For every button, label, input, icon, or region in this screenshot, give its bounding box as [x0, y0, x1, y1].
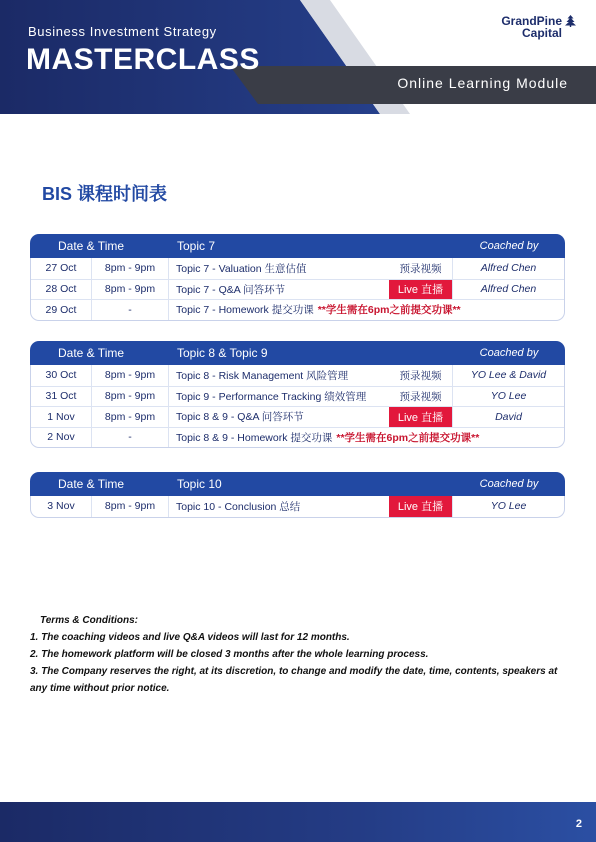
- col-header-date-time: Date & Time: [58, 346, 125, 360]
- table-row: [31, 386, 564, 407]
- row-coach: Alfred Chen: [480, 262, 537, 275]
- row-time: 8pm - 9pm: [92, 387, 169, 407]
- col-header-coached-by: Coached by: [479, 347, 539, 359]
- terms-title: Terms & Conditions:: [40, 615, 138, 626]
- row-coach: YO Lee: [490, 390, 527, 403]
- header-subtitle: Business Investment Strategy: [28, 24, 217, 39]
- row-date: 2 Nov: [31, 428, 92, 448]
- row-time: 8pm - 9pm: [92, 496, 169, 517]
- homework-deadline-note: **学生需在6pm之前提交功课**: [336, 431, 480, 444]
- logo-line1: GrandPine: [501, 14, 562, 28]
- row-date: 27 Oct: [31, 258, 92, 279]
- table-body: [30, 258, 565, 321]
- col-header-date-time: Date & Time: [58, 239, 125, 253]
- company-logo: [501, 14, 576, 40]
- row-format: 预录视频: [389, 365, 453, 386]
- terms-and-conditions: [30, 612, 560, 697]
- row-topic-text: Topic 7 - Homework 提交功课: [176, 304, 314, 317]
- row-time: 8pm - 9pm: [92, 258, 169, 279]
- terms-item: 2. The homework platform will be closed 3 months after the whole learning process.: [30, 649, 429, 660]
- row-coach: YO Lee & David: [470, 369, 547, 382]
- row-coach: David: [495, 410, 522, 423]
- pine-tree-icon: [565, 15, 576, 27]
- table-row: [31, 427, 564, 448]
- homework-deadline-note: **学生需在6pm之前提交功课**: [317, 304, 461, 317]
- row-time: -: [92, 428, 169, 448]
- row-date: 30 Oct: [31, 365, 92, 386]
- row-topic: Topic 8 & 9 - Q&A 问答环节: [176, 411, 304, 424]
- live-badge: Live 直播: [389, 496, 453, 517]
- row-time: -: [92, 300, 169, 320]
- schedule-table-topic-10: [30, 472, 565, 518]
- table-body: [30, 365, 565, 448]
- live-badge: Live 直播: [389, 407, 453, 427]
- header-title: MASTERCLASS: [26, 43, 260, 76]
- terms-item: 3. The Company reserves the right, at its discretion, to change and modify the date, time, contents, speakers at any time without prior notice.: [30, 666, 558, 694]
- row-date: 1 Nov: [31, 407, 92, 427]
- row-date: 29 Oct: [31, 300, 92, 320]
- col-header-date-time: Date & Time: [58, 477, 125, 491]
- row-time: 8pm - 9pm: [92, 365, 169, 386]
- row-date: 3 Nov: [31, 496, 92, 517]
- page-heading: BIS 课程时间表: [42, 184, 168, 204]
- table-row: [31, 496, 564, 517]
- row-topic-text: Topic 8 & 9 - Homework 提交功课: [176, 431, 333, 444]
- col-header-topic: Topic 10: [177, 477, 222, 491]
- table-header: [30, 234, 565, 258]
- logo-line2: Capital: [521, 26, 562, 40]
- table-row: [31, 279, 564, 300]
- module-label: Online Learning Module: [397, 75, 568, 91]
- row-date: 28 Oct: [31, 280, 92, 300]
- row-coach: YO Lee: [490, 500, 527, 513]
- table-header: [30, 472, 565, 496]
- row-format: 预录视频: [389, 387, 453, 407]
- row-format: 预录视频: [389, 258, 453, 279]
- row-topic: Topic 8 - Risk Management 风险管理: [176, 369, 349, 382]
- live-badge: Live 直播: [389, 280, 453, 300]
- col-header-coached-by: Coached by: [479, 240, 539, 252]
- page-number: 2: [575, 818, 582, 830]
- row-topic: [169, 428, 564, 448]
- row-topic: Topic 9 - Performance Tracking 绩效管理: [176, 390, 367, 403]
- row-time: 8pm - 9pm: [92, 280, 169, 300]
- row-topic: Topic 10 - Conclusion 总结: [176, 500, 301, 513]
- terms-item: 1. The coaching videos and live Q&A videos will last for 12 months.: [30, 632, 350, 643]
- col-header-coached-by: Coached by: [479, 478, 539, 490]
- row-coach: Alfred Chen: [480, 283, 537, 296]
- row-date: 31 Oct: [31, 387, 92, 407]
- row-time: 8pm - 9pm: [92, 407, 169, 427]
- schedule-table-topic-7: [30, 234, 565, 321]
- table-row: [31, 406, 564, 427]
- table-row: [31, 258, 564, 279]
- page-footer: [0, 802, 596, 842]
- row-topic: Topic 7 - Q&A 问答环节: [176, 283, 286, 296]
- col-header-topic: Topic 7: [177, 239, 216, 253]
- table-row: [31, 365, 564, 386]
- table-row: [31, 299, 564, 320]
- table-header: [30, 341, 565, 365]
- schedule-table-topic-8-9: [30, 341, 565, 448]
- col-header-topic: Topic 8 & Topic 9: [177, 346, 268, 360]
- row-topic: [169, 300, 564, 320]
- page-header: [0, 0, 596, 114]
- table-body: [30, 496, 565, 518]
- row-topic: Topic 7 - Valuation 生意估值: [176, 262, 307, 275]
